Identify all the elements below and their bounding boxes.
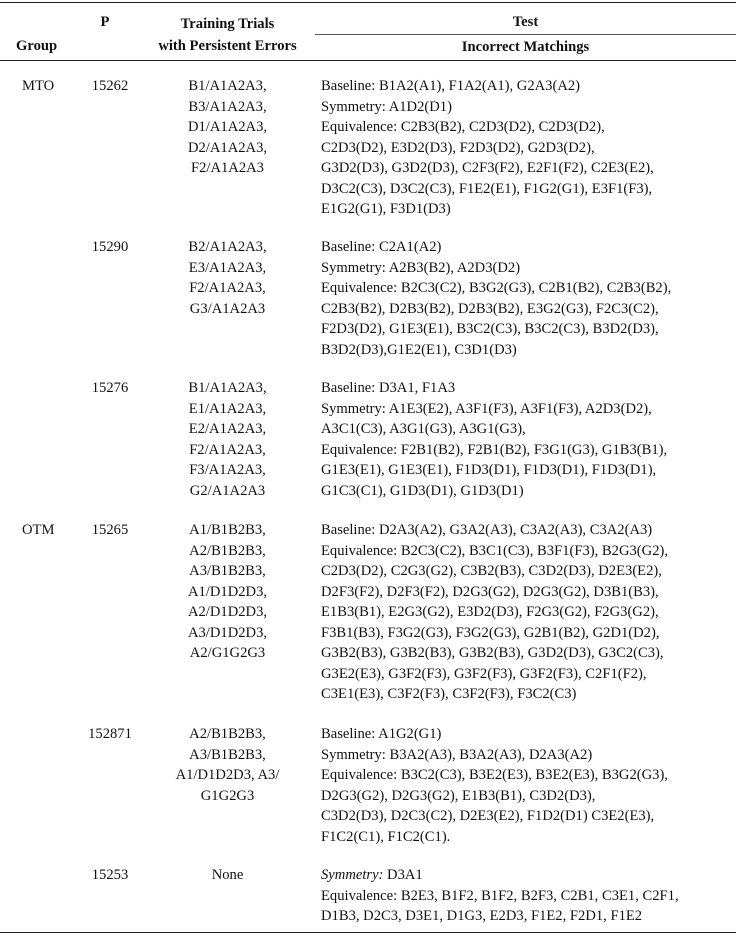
matching-text: A1D2(D1) <box>385 98 452 115</box>
matching-text: E1B3(B1), E2G3(G2), E3D2(D3), F2G3(G2), F2G3(G2), <box>321 604 659 620</box>
training-trial-line: A2/B1B2B3, <box>189 542 266 559</box>
matching-line <box>321 399 731 420</box>
test-type-label: Baseline: <box>321 380 376 396</box>
incorrect-matchings <box>321 378 731 501</box>
matching-text: D3A1 <box>383 867 423 883</box>
matching-text: A2B3(B2), A2D3(D2) <box>385 259 521 276</box>
training-trial-line: A2/B1B2B3, <box>189 726 266 742</box>
matching-line <box>321 278 731 299</box>
matching-line <box>321 378 731 399</box>
matching-text: D2G3(G2), D2G3(G2), E1B3(B1), C3D2(D3), <box>321 787 596 804</box>
training-trial-line: A2/D1D2D3, <box>187 604 268 620</box>
matching-text: F2D3(D2), G1E3(E1), B3C2(C3), B3C2(C3), B3D2(D3), <box>321 321 659 337</box>
matching-line <box>321 602 731 623</box>
group-label: MTO <box>22 78 55 94</box>
test-type-label: Equivalence: <box>321 441 398 458</box>
test-type-label: Symmetry: <box>321 98 386 115</box>
test-type-label: Equivalence: <box>321 887 398 904</box>
matching-line <box>321 481 731 502</box>
matching-line <box>321 664 731 685</box>
group-label: OTM <box>22 522 55 538</box>
header-test: Test <box>512 14 539 30</box>
matching-line <box>321 97 731 118</box>
test-type-label: Equivalence: <box>321 767 398 783</box>
training-trial-line: F3/A1A2A3, <box>189 462 266 478</box>
matching-line <box>321 199 731 220</box>
training-trial-line: G3/A1A2A3 <box>189 300 266 317</box>
test-header-rule <box>315 34 736 35</box>
matching-text: C2D3(D2), E3D2(D3), F2D3(D2), G2D3(D2), <box>321 139 595 156</box>
test-type-label: Symmetry: <box>321 259 386 276</box>
matching-line <box>321 460 731 481</box>
matching-text: F1C2(C1), F1C2(C1). <box>321 828 451 845</box>
matching-line <box>321 179 731 200</box>
matching-line <box>321 806 731 827</box>
matching-line <box>321 724 731 745</box>
matching-text: D3C2(C3), D3C2(C3), F1E2(E1), F1G2(G1), E3F1(F3), <box>321 180 653 197</box>
matching-text: G3D2(D3), G3D2(D3), C2F3(F2), E2F1(F2), C2E3(E2), <box>321 160 654 176</box>
training-trial-line: B1/A1A2A3, <box>188 78 267 94</box>
matching-line <box>321 520 731 541</box>
incorrect-matchings <box>321 520 731 705</box>
matching-line <box>321 684 731 705</box>
incorrect-matchings <box>321 237 731 360</box>
matching-line <box>321 237 731 258</box>
matching-line <box>321 440 731 461</box>
training-trial-line: D1/A1A2A3, <box>187 119 268 135</box>
test-type-label: Baseline: <box>321 522 376 538</box>
matching-text: A3C1(C3), A3G1(G3), A3G1(G3), <box>321 421 526 437</box>
matching-text: B2C3(C2), B3G2(G3), C2B1(B2), C2B3(B2), <box>397 280 672 296</box>
training-trial-line: E1/A1A2A3, <box>188 400 267 417</box>
matching-text: G3B2(B3), G3B2(B3), G3B2(B3), G3D2(D3), G3C2(C3), <box>321 645 664 661</box>
matching-line <box>321 419 731 440</box>
training-trials <box>145 76 310 179</box>
participant-id: 15276 <box>91 380 129 396</box>
matching-text: F3B1(B3), F3G2(G3), F3G2(G3), G2B1(B2), G2D1(D2), <box>321 624 660 641</box>
matching-text: C2B3(B2), C2D3(D2), C2D3(D2), <box>397 119 605 135</box>
training-trial-line: F2/A1A2A3, <box>189 441 266 458</box>
test-type-label: Baseline: <box>321 239 376 255</box>
training-trial-line: A3/B1B2B3, <box>189 746 266 763</box>
training-trial-line: D2/A1A2A3, <box>187 139 268 156</box>
training-trial-line: A3/D1D2D3, <box>187 624 268 641</box>
test-type-label: Baseline: <box>321 78 376 94</box>
matching-line <box>321 765 731 786</box>
matching-text: E1G2(G1), F3D1(D3) <box>321 201 451 217</box>
matching-line <box>321 117 731 138</box>
training-trial-line: F2/A1A2A3 <box>191 160 264 176</box>
top-rule <box>0 2 736 3</box>
training-trial-line: A1/D1D2D3, <box>187 583 268 600</box>
matching-text: A1G2(G1) <box>375 726 442 742</box>
matching-line <box>321 340 731 361</box>
participant-id: 15253 <box>91 867 129 883</box>
matching-line <box>321 865 731 886</box>
test-type-label: Symmetry: <box>321 867 384 883</box>
header-trials-line1: Training Trials <box>180 16 275 32</box>
test-type-label: Equivalence: <box>321 119 398 135</box>
training-trials <box>145 724 310 806</box>
matching-text: C3D2(D3), D2C3(C2), D2E3(E2), F1D2(D1) C3E2(E3), <box>321 808 655 824</box>
matching-line <box>321 299 731 320</box>
training-trial-line: E3/A1A2A3, <box>188 259 267 276</box>
training-trials <box>145 237 310 319</box>
test-type-label: Baseline: <box>321 726 376 742</box>
participant-id: 15290 <box>91 239 129 255</box>
training-trial-line: A1/B1B2B3, <box>189 522 266 538</box>
matching-line <box>321 319 731 340</box>
test-type-label: Equivalence: <box>321 280 398 296</box>
test-type-label: Symmetry: <box>321 746 386 763</box>
header-trials-line2: with Persistent Errors <box>158 38 297 54</box>
matching-text: B3C2(C3), B3E2(E3), B3E2(E3), B3G2(G3), <box>397 767 668 783</box>
training-trial-line: A3/B1B2B3, <box>189 563 266 579</box>
training-trial-line: B1/A1A2A3, <box>188 380 267 396</box>
matching-line <box>321 138 731 159</box>
training-trial-line: G2/A1A2A3 <box>189 482 266 499</box>
matching-line <box>321 886 731 907</box>
matching-text: B3A2(A3), B3A2(A3), D2A3(A2) <box>385 746 593 763</box>
matching-line <box>321 541 731 562</box>
test-type-label: Equivalence: <box>321 542 398 559</box>
training-trial-line: F2/A1A2A3, <box>189 280 266 296</box>
header-group: Group <box>16 38 58 54</box>
matching-text: B2E3, B1F2, B1F2, B2F3, C2B1, C3E1, C2F1, <box>397 887 679 904</box>
matching-line <box>321 76 731 97</box>
training-trial-line: A2/G1G2G3 <box>189 645 266 661</box>
incorrect-matchings <box>321 724 731 847</box>
matching-text: D2A3(A2), G3A2(A3), C3A2(A3), C3A2(A3) <box>375 522 653 538</box>
participant-id: 15265 <box>91 522 129 538</box>
matching-text: B2C3(C2), B3C1(C3), B3F1(F3), B2G3(G2), <box>397 542 668 559</box>
incorrect-matchings <box>321 76 731 220</box>
matching-line <box>321 561 731 582</box>
matching-text: D3A1, F1A3 <box>375 380 456 396</box>
matching-text: G3E2(E3), G3F2(F3), G3F2(F3), G3F2(F3), C2F1(F2), <box>321 665 647 682</box>
training-trial-line: B2/A1A2A3, <box>188 239 267 255</box>
test-type-label: Symmetry: <box>321 400 386 417</box>
training-trials <box>145 520 310 664</box>
training-trial-line: None <box>211 867 244 883</box>
matching-line <box>321 643 731 664</box>
matching-text: B3D2(D3),G1E2(E1), C3D1(D3) <box>321 341 517 358</box>
matching-text: C3E1(E3), C3F2(F3), C3F2(F3), F3C2(C3) <box>321 686 577 702</box>
header-bottom-rule <box>0 60 736 61</box>
header-test-sub: Incorrect Matchings <box>461 39 590 55</box>
training-trial-line: A1/D1D2D3, A3/ <box>175 767 280 783</box>
matching-text: D2F3(F2), D2F3(F2), D2G3(G2), D2G3(G2), D3B1(B3), <box>321 583 659 600</box>
training-trial-line: B3/A1A2A3, <box>188 98 267 115</box>
matching-text: G1C3(C1), G1D3(D1), G1D3(D1) <box>321 482 524 499</box>
matching-text: D1B3, D2C3, D3E1, D1G3, E2D3, F1E2, F2D1, F1E2 <box>321 908 643 924</box>
training-trials <box>145 865 310 886</box>
matching-text: C2D3(D2), C2G3(G2), C3B2(B3), C3D2(D3), D2E3(E2), <box>321 563 662 579</box>
header-p: P <box>100 14 110 30</box>
matching-text: G1E3(E1), G1E3(E1), F1D3(D1), F1D3(D1), F1D3(D1), <box>321 462 657 478</box>
matching-line <box>321 745 731 766</box>
matching-text: C2A1(A2) <box>375 239 442 255</box>
training-trial-line: G1G2G3 <box>200 787 255 804</box>
matching-line <box>321 158 731 179</box>
matching-text: C2B3(B2), D2B3(B2), D2B3(B2), E3G2(G3), F2C3(C2), <box>321 300 659 317</box>
matching-text: A1E3(E2), A3F1(F3), A3F1(F3), A2D3(D2), <box>385 400 652 417</box>
training-trials <box>145 378 310 501</box>
participant-id: 15262 <box>91 78 129 94</box>
training-trial-line: E2/A1A2A3, <box>188 421 267 437</box>
matching-line <box>321 827 731 848</box>
matching-line <box>321 786 731 807</box>
matching-text: F2B1(B2), F2B1(B2), F3G1(G3), G1B3(B1), <box>397 441 668 458</box>
matching-line <box>321 582 731 603</box>
matching-line <box>321 258 731 279</box>
participant-id: 152871 <box>88 726 132 742</box>
matching-text: B1A2(A1), F1A2(A1), G2A3(A2) <box>375 78 581 94</box>
matching-line <box>321 906 731 927</box>
matching-line <box>321 623 731 644</box>
incorrect-matchings <box>321 865 731 927</box>
bottom-rule <box>0 932 736 933</box>
